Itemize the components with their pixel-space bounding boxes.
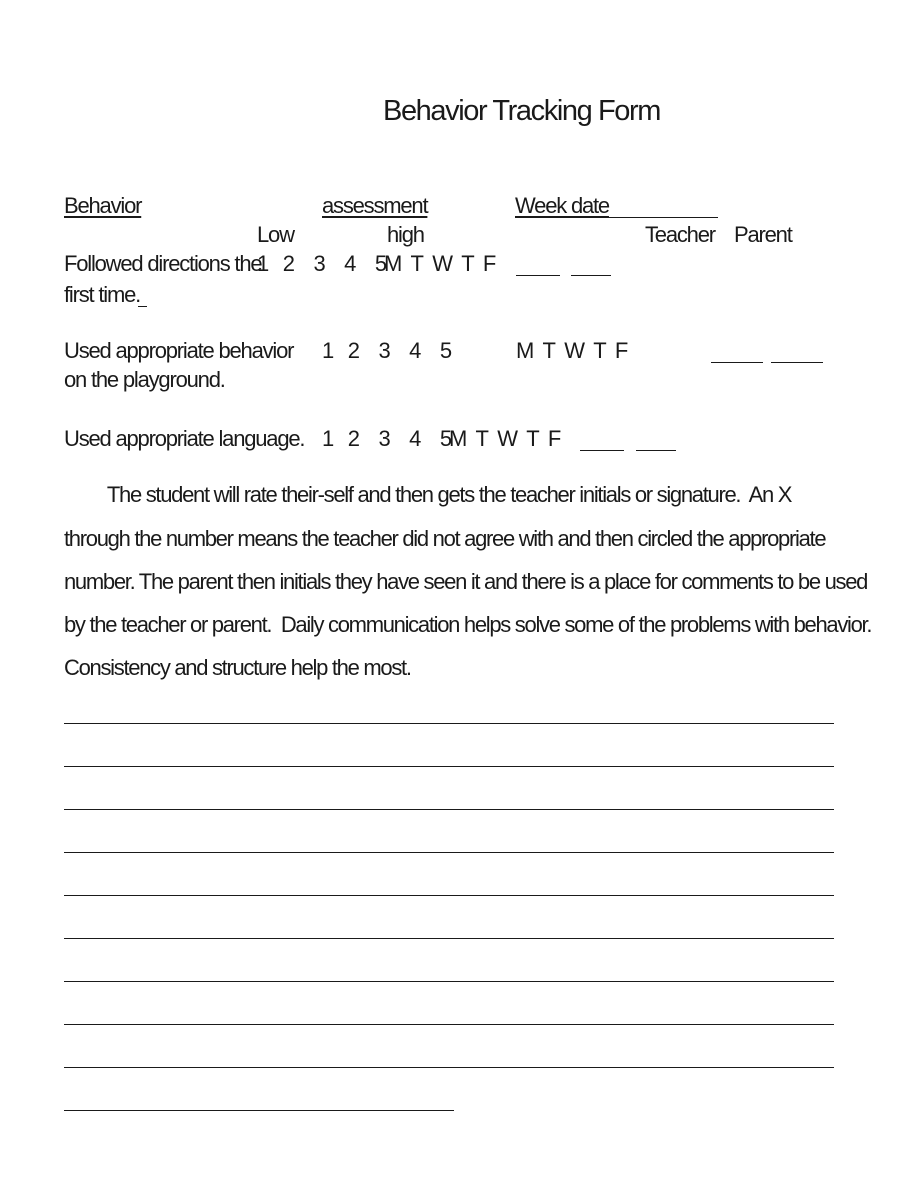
behavior-row-1-teacher-blank[interactable] [516, 275, 560, 276]
behavior-row-1-days[interactable]: M T W T F [384, 251, 496, 276]
form-title: Behavior Tracking Form [383, 95, 661, 127]
behavior-row-2-parent-blank[interactable] [771, 362, 823, 363]
behavior-row-3-label: Used appropriate language. [64, 426, 305, 451]
instructions-line-1: The student will rate their-self and then gets the teacher initials or signature. An X [64, 482, 792, 507]
behavior-row-2-days[interactable]: M T W T F [516, 338, 628, 363]
instructions-line-3: number. The parent then initials they have seen it and there is a place for comments to be used [64, 569, 868, 594]
assessment-column-header: assessment [322, 193, 428, 218]
behavior-row-2-rating-scale[interactable]: 1 2 3 4 5 [322, 338, 451, 363]
week-date-label: Week date [515, 193, 609, 218]
behavior-row-2-label-line1: Used appropriate behavior [64, 338, 294, 363]
behavior-row-3-days[interactable]: M T W T F [449, 426, 561, 451]
comment-line[interactable] [64, 938, 834, 939]
comment-line[interactable] [64, 766, 834, 767]
teacher-column-header: Teacher [645, 222, 715, 247]
behavior-row-1-note-blank[interactable] [138, 306, 147, 307]
instructions-line-2: through the number means the teacher did not agree with and then circled the appropriate [64, 526, 826, 551]
instructions-line-4: by the teacher or parent. Daily communication helps solve some of the problems with behavior. [64, 612, 872, 637]
behavior-row-1-label-line2: first time. [64, 282, 141, 307]
comment-line[interactable] [64, 981, 834, 982]
behavior-row-1-rating-scale[interactable]: 1 2 3 4 5 [257, 251, 386, 276]
comment-line[interactable] [64, 895, 834, 896]
comment-line[interactable] [64, 1067, 834, 1068]
low-label: Low [257, 222, 294, 247]
instructions-line-5: Consistency and structure help the most. [64, 655, 411, 680]
comment-line[interactable] [64, 1024, 834, 1025]
parent-column-header: Parent [734, 222, 792, 247]
behavior-row-2-label-line2: on the playground. [64, 367, 225, 392]
comment-line[interactable] [64, 809, 834, 810]
behavior-row-1-label-line1: Followed directions the [64, 251, 262, 276]
behavior-row-3-rating-scale[interactable]: 1 2 3 4 5 [322, 426, 451, 451]
behavior-row-3-teacher-blank[interactable] [580, 450, 624, 451]
high-label: high [387, 222, 424, 247]
comment-line[interactable] [64, 852, 834, 853]
behavior-row-3-parent-blank[interactable] [636, 450, 676, 451]
behavior-column-header: Behavior [64, 193, 142, 218]
comment-line[interactable] [64, 723, 834, 724]
comment-line[interactable] [64, 1110, 454, 1111]
week-date-blank[interactable] [606, 217, 718, 218]
behavior-row-2-teacher-blank[interactable] [711, 362, 763, 363]
behavior-row-1-parent-blank[interactable] [571, 275, 611, 276]
